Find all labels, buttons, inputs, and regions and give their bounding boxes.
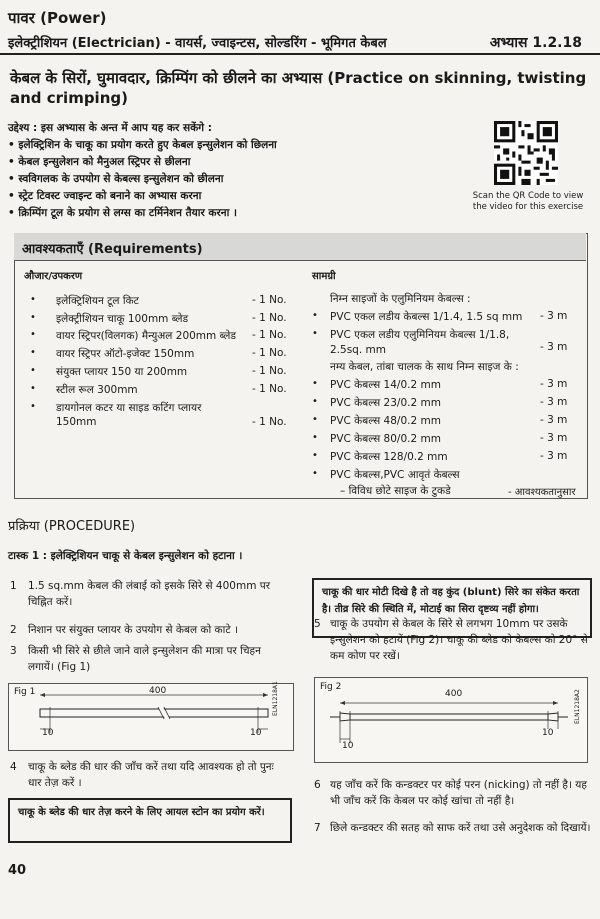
bullet-icon: • bbox=[30, 401, 36, 412]
figure-2-label: Fig 2 bbox=[320, 682, 342, 692]
step-number: 4 bbox=[10, 761, 17, 773]
tools-heading: औजार/उपकरण bbox=[24, 271, 83, 282]
step-number: 2 bbox=[10, 624, 17, 636]
tool-name: स्टील रूल 300mm bbox=[56, 384, 138, 396]
objectives bbox=[8, 120, 468, 222]
step-text: चाकू के उपयोग से केबल के सिरे से लगभग 10mm पर उसके इन्सुलेशन को हटायें (Fig 2)। चाकू की ब्लेड को केबल्स को 20° से कम कोण पर रखें। bbox=[330, 618, 588, 662]
tool-name: वायर स्ट्रिपर ऑटो-इजेक्ट 150mm bbox=[56, 348, 195, 360]
objective-text: इलेक्ट्रिशिन के चाकू का प्रयोग करते हुए केबल इन्सुलेशन को छिलना bbox=[18, 139, 277, 151]
header-divider bbox=[0, 53, 600, 55]
tool-qty: - 1 No. bbox=[252, 365, 287, 377]
exercise-title: केबल के सिरों, घुमावदार, क्रिम्पिंग को छीलने का अभ्यास (Practice on skinning, twisting and crimping) bbox=[10, 69, 587, 107]
step-number: 1 bbox=[10, 580, 17, 592]
material-name: PVC एकल लडीय केबल्स 1/1.4, 1.5 sq mm bbox=[330, 311, 523, 323]
step-number: 3 bbox=[10, 645, 17, 657]
qr-code[interactable] bbox=[494, 121, 558, 185]
figure-1-dimension-left: 10 bbox=[42, 728, 54, 738]
step-number: 7 bbox=[314, 822, 321, 834]
step-number: 5 bbox=[314, 618, 321, 630]
tool-name: इलेक्ट्रीशियन चाकू 100mm ब्लेड bbox=[56, 313, 189, 325]
requirements-title: आवश्यकताएँ (Requirements) bbox=[22, 242, 203, 257]
material-name: PVC केबल्स 80/0.2 mm bbox=[330, 433, 441, 445]
material-qty: - 3 m bbox=[540, 432, 568, 444]
material-qty: - 3 m bbox=[540, 341, 568, 353]
figure-1-dimension-right: 10 bbox=[250, 728, 262, 738]
step-text: निशान पर संयुक्त प्लायर के उपयोग से केबल को काटे । bbox=[28, 624, 238, 636]
trade-title: पावर (Power) bbox=[8, 9, 107, 27]
material-name: – विविध छोटे साइज के टुकडे bbox=[340, 485, 451, 497]
material-qty: - 3 m bbox=[540, 378, 568, 390]
objective-item: • क्रिम्पिंग टूल के प्रयोग से लग्स का टर्मिनेशन तैयार करना । bbox=[8, 207, 237, 219]
materials-intro: निम्न साइजों के एलुमिनियम केबल्स : bbox=[330, 293, 471, 305]
objective-text: क्रिम्पिंग टूल के प्रयोग से लग्स का टर्मिनेशन तैयार करना । bbox=[18, 207, 237, 219]
material-qty: - 3 m bbox=[540, 414, 568, 426]
objective-text: स्वविगलक के उपयोग से केबल्स इन्सुलेशन को छीलना bbox=[18, 173, 224, 185]
material-name: 2.5sq. mm bbox=[330, 344, 386, 356]
material-subheading: नम्य केबल, तांबा चालक के साथ निम्न साइज के : bbox=[330, 361, 519, 373]
bullet-icon: • bbox=[312, 328, 318, 339]
material-name: PVC एकल लडीय एलुमिनियम केबल्स 1/1.8, bbox=[330, 329, 510, 341]
material-name: PVC केबल्स,PVC आवृतं केबल्स bbox=[330, 469, 460, 481]
bullet-icon: • bbox=[312, 310, 318, 321]
objective-item: • केबल इन्सुलेशन को मैनुअल स्ट्रिपर से छीलना bbox=[8, 156, 191, 168]
tool-name: संयुक्त प्लायर 150 या 200mm bbox=[56, 366, 188, 378]
objective-item: • इलेक्ट्रिशिन के चाकू का प्रयोग करते हुए केबल इन्सुलेशन को छिलना bbox=[8, 139, 277, 151]
material-name: PVC केबल्स 128/0.2 mm bbox=[330, 451, 448, 463]
figure-1-dimension-total: 400 bbox=[149, 686, 167, 696]
bullet-icon: • bbox=[30, 294, 36, 305]
figure-2-code: ELN1218A2 bbox=[574, 689, 581, 724]
step-text: किसी भी सिरे से छीले जाने वाले इन्सुलेशन की मात्रा पर चिहन लगायें। (Fig 1) bbox=[28, 645, 261, 673]
material-qty: - 3 m bbox=[540, 396, 568, 408]
exercise-number: अभ्यास 1.2.18 bbox=[489, 35, 582, 51]
bullet-icon: • bbox=[312, 450, 318, 461]
material-name: PVC केबल्स 48/0.2 mm bbox=[330, 415, 441, 427]
tool-qty: - 1 No. bbox=[252, 312, 287, 324]
tool-qty: - 1 No. bbox=[252, 294, 287, 306]
material-qty: - 3 m bbox=[540, 450, 568, 462]
step-number: 6 bbox=[314, 779, 321, 791]
tool-qty: - 1 No. bbox=[252, 347, 287, 359]
figure-2-dimension-right: 10 bbox=[542, 728, 554, 738]
page-number: 40 bbox=[8, 863, 27, 878]
bullet-icon: • bbox=[30, 329, 36, 340]
bullet-icon: • bbox=[30, 347, 36, 358]
note-oil-stone: चाकू के ब्लेड की धार तेज़ करने के लिए आयल स्टोन का प्रयोग करें। bbox=[8, 798, 292, 843]
tool-name: इलेक्ट्रिशियन टूल किट bbox=[56, 295, 139, 307]
qr-caption: Scan the QR Code to view the video for this exercise bbox=[472, 191, 584, 212]
tool-qty: - 1 No. bbox=[252, 329, 287, 341]
bullet-icon: • bbox=[312, 414, 318, 425]
figure-2-dimension-total: 400 bbox=[445, 689, 463, 699]
material-name: PVC केबल्स 14/0.2 mm bbox=[330, 379, 441, 391]
figure-1-code: ELN1218A1 bbox=[272, 681, 279, 716]
objective-item: • स्ट्रेट टिवस्ट ज्वाइन्ट को बनाने का अभ्यास करना bbox=[8, 190, 202, 202]
tool-name: 150mm bbox=[56, 416, 97, 428]
material-qty: - आवश्यकतानुसार bbox=[508, 487, 576, 498]
bullet-icon: • bbox=[312, 468, 318, 479]
step-text: छिले कन्डक्टर की सतह को साफ करें तथा उसे अनुदेशक को दिखायें। bbox=[330, 822, 591, 834]
objective-text: स्ट्रेट टिवस्ट ज्वाइन्ट को बनाने का अभ्यास करना bbox=[18, 190, 202, 202]
bullet-icon: • bbox=[30, 365, 36, 376]
step-text: चाकू के ब्लेड की धार की जाँच करें तथा यदि आवश्यक हो तो पुनः धार तेज़ करें । bbox=[28, 761, 274, 789]
bullet-icon: • bbox=[312, 378, 318, 389]
note-blunt-edge: चाकू की धार मोटी दिखे है तो वह कुंद (blunt) सिरे का संकेत करता है। तीव्र सिरे की स्थिति में, मोटाई का सिरा दृष्टव्य नहीं होगा। bbox=[312, 578, 592, 638]
figure-1-label: Fig 1 bbox=[14, 687, 36, 697]
tool-qty: - 1 No. bbox=[252, 416, 287, 428]
material-qty: - 3 m bbox=[540, 310, 568, 322]
objective-text: केबल इन्सुलेशन को मैनुअल स्ट्रिपर से छीलना bbox=[18, 156, 191, 168]
tool-name: डायगोनल कटर या साइड कटिंग प्लायर bbox=[56, 402, 202, 414]
task-1-title: टास्क 1 : इलेक्ट्रिशियन चाकू से केबल इन्सुलेशन को हटाना । bbox=[8, 550, 243, 562]
bullet-icon: • bbox=[312, 396, 318, 407]
material-name: PVC केबल्स 23/0.2 mm bbox=[330, 397, 441, 409]
course-title: इलेक्ट्रीशियन (Electrician) - वायर्स, ज्वाइन्टस, सोल्डरिंग - भूमिगत केबल bbox=[8, 36, 387, 51]
procedure-heading: प्रक्रिया (PROCEDURE) bbox=[8, 519, 136, 534]
bullet-icon: • bbox=[30, 312, 36, 323]
step-text: यह जाँच करें कि कन्डक्टर पर कोई परन (nicking) तो नहीं है। यह भी जाँच करें कि केबल पर कोई खांचा तो नहीं है। bbox=[330, 779, 587, 807]
materials-heading: सामग्री bbox=[312, 271, 336, 282]
objectives-intro: उद्देश्य : इस अभ्यास के अन्त में आप यह कर सकेंगे : bbox=[8, 122, 212, 134]
bullet-icon: • bbox=[312, 432, 318, 443]
step-text: 1.5 sq.mm केबल की लंबाई को इसके सिरे से 400mm पर चिह्नित करें। bbox=[28, 580, 271, 608]
tool-qty: - 1 No. bbox=[252, 383, 287, 395]
bullet-icon: • bbox=[30, 383, 36, 394]
figure-2-dimension-left: 10 bbox=[342, 741, 354, 751]
tool-name: वायर स्ट्रिपर(विलगक) मैन्युअल 200mm ब्लेड bbox=[56, 330, 236, 342]
objective-item: • स्वविगलक के उपयोग से केबल्स इन्सुलेशन को छीलना bbox=[8, 173, 224, 185]
